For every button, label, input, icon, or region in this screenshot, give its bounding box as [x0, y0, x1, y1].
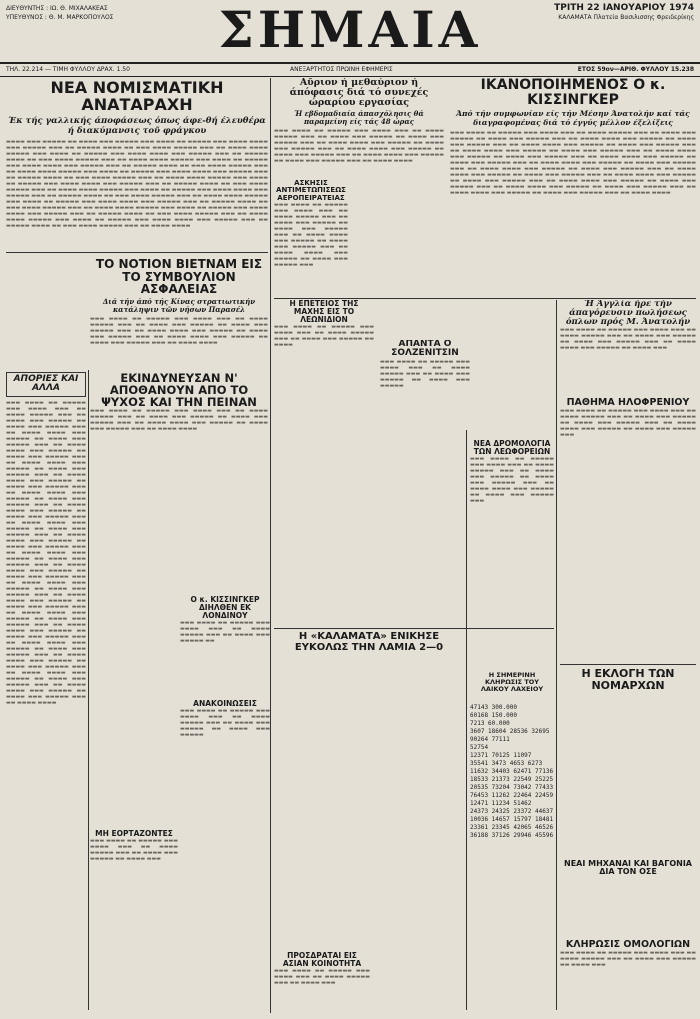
- article-body: ▬▬▬ ▬▬▬▬ ▬▬ ▬▬▬▬▬ ▬▬▬ ▬▬▬▬ ▬▬▬ ▬▬ ▬▬▬▬ ▬▬▬▬▬ ▬▬▬ ▬▬ ▬▬▬▬ ▬▬▬ ▬▬▬▬▬ ▬▬ ▬▬▬▬ ▬▬▬ ▬▬▬▬▬: [380, 358, 470, 389]
- headline: Η «ΚΑΛΑΜΑΤΑ» ΕΝΙΚΗΣΕ ΕΥΚΟΛΩΣ ΤΗΝ ΛΑΜΙΑ 2—0: [294, 632, 444, 653]
- article-laiko-laxeio: [470, 672, 554, 700]
- article-anglia: [560, 300, 696, 390]
- lottery-row: 76453 11262 22464 22459: [470, 792, 554, 799]
- lottery-row: 35541 3473 4653 6273: [470, 760, 543, 767]
- section-rule: [274, 298, 696, 299]
- lottery-row: 10036 14657 15797 18481: [470, 816, 554, 823]
- director-line: ΔΙΕΥΘΥΝΤΗΣ : ΙΩ. Θ. ΜΙΧΑΛΑΚΕΑΣ: [6, 5, 108, 12]
- headline: Αὔριον ή μεθαύριον ή άπόφασις διά τό συνεχές ώραρίου εργασίας: [289, 78, 429, 108]
- headline: ΕΚΙΝΔΥΝΕΥΣΑΝ Ν' ΑΠΟΘΑΝΟΥΝ ΑΠΟ ΤΟ ΨΥΧΟΣ ΚΑΙ ΤΗΝ ΠΕΙΝΑΝ: [101, 372, 257, 410]
- headline: ΑΝΑΚΟΙΝΩΣΕΙΣ: [193, 700, 257, 708]
- lottery-row: 90264 77111: [470, 736, 510, 743]
- issue-location: ΚΑΛΑΜΑΤΑ Πλατεία Βασιλισσης Φρειδερίκης: [558, 14, 694, 21]
- headline: ΠΑΘΗΜΑ ΗΛΟΦΡΕΝΙΟΥ: [566, 398, 690, 408]
- lottery-row: 23361 23345 42065 46526: [470, 824, 554, 831]
- masthead: [0, 0, 700, 62]
- article-body: ▬▬▬ ▬▬▬▬ ▬▬ ▬▬▬▬▬ ▬▬▬ ▬▬▬▬ ▬▬▬ ▬▬ ▬▬▬▬ ▬▬▬▬▬ ▬▬▬ ▬▬ ▬▬▬▬ ▬▬▬ ▬▬▬▬▬ ▬▬ ▬▬▬▬ ▬▬▬ ▬▬▬▬▬ ▬▬▬ ▬▬ ▬▬▬▬ ▬▬▬▬ ▬▬▬ ▬▬▬▬▬ ▬▬ ▬▬▬▬ ▬▬▬ ▬▬▬▬▬ ▬▬▬: [560, 407, 696, 438]
- column-rule: [556, 300, 557, 1010]
- lottery-row: 7213 60.000: [470, 720, 510, 727]
- subheadline: Έκ τής γαλλικής άποφάσεως όπως άφε-θή έλευθέρα ή διακύμανσις τοῦ φράγκου: [8, 115, 266, 136]
- headline: ΑΠΑΝΤΑ Ο ΣΟΛΖΕΝΙΤΣΙΝ: [391, 340, 459, 359]
- article-body: ▬▬▬ ▬▬▬▬ ▬▬ ▬▬▬▬▬ ▬▬▬ ▬▬▬▬ ▬▬▬ ▬▬ ▬▬▬▬ ▬▬▬▬▬ ▬▬▬ ▬▬ ▬▬▬▬ ▬▬▬ ▬▬▬▬▬ ▬▬ ▬▬▬▬ ▬▬▬ ▬▬▬▬▬ ▬▬▬ ▬▬ ▬▬▬▬ ▬▬▬▬ ▬▬▬ ▬▬▬▬▬ ▬▬ ▬▬▬▬ ▬▬▬: [560, 326, 696, 351]
- article-body: ▬▬▬▬ ▬▬▬ ▬▬▬▬▬ ▬▬ ▬▬▬▬ ▬▬▬ ▬▬▬▬▬ ▬▬▬ ▬▬▬▬ ▬▬ ▬▬▬▬▬ ▬▬▬ ▬▬▬▬ ▬▬▬▬ ▬▬▬ ▬▬▬▬▬ ▬▬▬ ▬▬ ▬▬▬▬▬ ▬▬▬▬ ▬▬ ▬▬▬ ▬▬▬▬ ▬▬▬▬▬ ▬▬▬ ▬▬ ▬▬▬▬ ▬▬▬▬ ▬▬▬▬▬ ▬▬▬ ▬▬▬▬ ▬▬ ▬▬▬▬▬ ▬▬▬ ▬▬▬▬ ▬▬▬▬ ▬▬▬ ▬▬▬▬▬ ▬▬▬ ▬▬ ▬▬▬▬▬ ▬▬▬▬ ▬▬ ▬▬▬ ▬▬▬▬ ▬▬▬▬▬ ▬▬▬ ▬▬ ▬▬▬▬ ▬▬▬▬ ▬▬▬▬▬ ▬▬▬ ▬▬▬▬ ▬▬ ▬▬▬▬▬ ▬▬▬ ▬▬▬▬ ▬▬▬▬ ▬▬▬ ▬▬▬▬▬ ▬▬▬ ▬▬ ▬▬▬▬▬ ▬▬▬▬ ▬▬ ▬▬▬ ▬▬▬▬ ▬▬▬▬▬ ▬▬▬ ▬▬ ▬▬▬▬ ▬▬▬▬ ▬▬▬▬▬ ▬▬▬ ▬▬▬▬ ▬▬ ▬▬▬▬▬ ▬▬▬ ▬▬▬▬ ▬▬▬▬ ▬▬▬ ▬▬▬▬▬ ▬▬▬ ▬▬ ▬▬▬▬▬ ▬▬▬▬ ▬▬ ▬▬▬ ▬▬▬▬ ▬▬▬▬▬ ▬▬▬ ▬▬ ▬▬▬▬ ▬▬▬▬ ▬▬▬▬▬ ▬▬▬ ▬▬▬▬ ▬▬ ▬▬▬▬▬ ▬▬▬ ▬▬▬▬ ▬▬▬▬ ▬▬▬ ▬▬▬▬▬ ▬▬▬ ▬▬ ▬▬▬▬▬ ▬▬▬▬ ▬▬ ▬▬▬ ▬▬▬▬ ▬▬▬▬▬ ▬▬▬ ▬▬ ▬▬▬▬ ▬▬▬▬ ▬▬▬▬▬ ▬▬▬ ▬▬▬▬ ▬▬ ▬▬▬▬▬ ▬▬▬ ▬▬▬▬ ▬▬▬▬ ▬▬▬ ▬▬▬▬▬ ▬▬▬ ▬▬ ▬▬▬▬▬ ▬▬▬▬ ▬▬ ▬▬▬ ▬▬▬▬ ▬▬▬▬▬ ▬▬▬ ▬▬ ▬▬▬▬ ▬▬▬▬ ▬▬▬▬▬ ▬▬▬ ▬▬▬▬ ▬▬ ▬▬▬▬▬ ▬▬▬ ▬▬▬▬ ▬▬▬▬ ▬▬▬ ▬▬▬▬▬ ▬▬▬ ▬▬ ▬▬▬▬▬ ▬▬▬▬ ▬▬ ▬▬▬ ▬▬▬▬ ▬▬▬▬▬ ▬▬▬ ▬▬ ▬▬▬▬ ▬▬▬▬ ▬▬▬▬▬ ▬▬▬ ▬▬▬▬ ▬▬ ▬▬▬▬▬ ▬▬▬ ▬▬▬▬ ▬▬▬▬ ▬▬▬ ▬▬▬▬▬ ▬▬▬ ▬▬ ▬▬▬▬▬ ▬▬▬▬ ▬▬ ▬▬▬ ▬▬▬▬ ▬▬▬▬▬ ▬▬▬ ▬▬ ▬▬▬▬ ▬▬▬▬ ▬▬▬▬▬ ▬▬▬ ▬▬▬▬ ▬▬ ▬▬▬▬▬ ▬▬▬ ▬▬▬▬ ▬▬▬▬ ▬▬▬ ▬▬▬▬▬ ▬▬▬ ▬▬ ▬▬▬▬▬ ▬▬▬▬ ▬▬ ▬▬▬ ▬▬▬▬ ▬▬▬▬▬ ▬▬▬ ▬▬ ▬▬▬▬ ▬▬▬▬: [6, 138, 268, 229]
- subheadline: Διά τήν άπό τής Κίνας στρατιωτικήν κατάληψιν τῶν νήσων Παρασέλ: [102, 296, 256, 314]
- article-body: ▬▬▬ ▬▬▬▬ ▬▬ ▬▬▬▬▬ ▬▬▬ ▬▬▬▬ ▬▬▬ ▬▬ ▬▬▬▬ ▬▬▬▬▬ ▬▬▬ ▬▬ ▬▬▬▬ ▬▬▬ ▬▬▬▬▬ ▬▬ ▬▬▬▬ ▬▬▬ ▬▬▬▬▬ ▬▬▬ ▬▬ ▬▬▬▬ ▬▬▬▬ ▬▬▬ ▬▬▬▬▬ ▬▬ ▬▬▬▬ ▬▬▬ ▬▬▬▬▬ ▬▬▬ ▬▬ ▬▬▬▬ ▬▬▬▬ ▬▬▬ ▬▬▬▬▬ ▬▬ ▬▬▬▬ ▬▬▬ ▬▬▬▬▬ ▬▬▬ ▬▬ ▬▬▬▬ ▬▬▬▬ ▬▬▬ ▬▬▬▬▬ ▬▬ ▬▬▬▬ ▬▬▬ ▬▬▬▬▬ ▬▬▬ ▬▬ ▬▬▬▬ ▬▬▬▬ ▬▬▬ ▬▬▬▬▬ ▬▬ ▬▬▬▬ ▬▬▬ ▬▬▬▬▬ ▬▬▬ ▬▬ ▬▬▬▬ ▬▬▬▬ ▬▬▬ ▬▬▬▬▬ ▬▬ ▬▬▬▬ ▬▬▬ ▬▬▬▬▬ ▬▬▬ ▬▬ ▬▬▬▬ ▬▬▬▬ ▬▬▬ ▬▬▬▬▬ ▬▬ ▬▬▬▬ ▬▬▬ ▬▬▬▬▬ ▬▬▬ ▬▬ ▬▬▬▬ ▬▬▬▬ ▬▬▬ ▬▬▬▬▬ ▬▬ ▬▬▬▬ ▬▬▬ ▬▬▬▬▬ ▬▬▬ ▬▬ ▬▬▬▬ ▬▬▬▬ ▬▬▬ ▬▬▬▬▬ ▬▬ ▬▬▬▬ ▬▬▬ ▬▬▬▬▬ ▬▬▬ ▬▬ ▬▬▬▬ ▬▬▬▬ ▬▬▬ ▬▬▬▬▬ ▬▬ ▬▬▬▬ ▬▬▬ ▬▬▬▬▬ ▬▬▬ ▬▬ ▬▬▬▬ ▬▬▬▬ ▬▬▬ ▬▬▬▬▬ ▬▬ ▬▬▬▬ ▬▬▬ ▬▬▬▬▬ ▬▬▬ ▬▬ ▬▬▬▬ ▬▬▬▬ ▬▬▬ ▬▬▬▬▬ ▬▬ ▬▬▬▬ ▬▬▬ ▬▬▬▬▬ ▬▬▬ ▬▬ ▬▬▬▬ ▬▬▬▬ ▬▬▬ ▬▬▬▬▬ ▬▬ ▬▬▬▬ ▬▬▬ ▬▬▬▬▬ ▬▬▬ ▬▬ ▬▬▬▬ ▬▬▬▬: [450, 130, 696, 197]
- headline: ΑΠΟΡΙΕΣ ΚΑΙ ΑΛΛΑ: [13, 374, 79, 394]
- article-askisis: [274, 180, 348, 290]
- article-body: ▬▬▬ ▬▬▬▬ ▬▬ ▬▬▬▬▬ ▬▬▬ ▬▬▬▬ ▬▬▬ ▬▬ ▬▬▬▬ ▬▬▬▬▬ ▬▬▬ ▬▬ ▬▬▬▬ ▬▬▬ ▬▬▬▬▬ ▬▬ ▬▬▬▬ ▬▬▬ ▬▬▬▬▬ ▬▬▬ ▬▬ ▬▬▬▬ ▬▬▬▬ ▬▬▬ ▬▬▬▬▬ ▬▬ ▬▬▬▬ ▬▬▬ ▬▬▬▬▬ ▬▬▬: [470, 455, 554, 504]
- article-ekindyneysan: [90, 372, 268, 462]
- apories-box: [6, 372, 86, 397]
- masthead-editors: [6, 4, 113, 22]
- article-body: ▬▬▬ ▬▬▬▬ ▬▬ ▬▬▬▬▬ ▬▬▬ ▬▬▬▬ ▬▬▬ ▬▬ ▬▬▬▬ ▬▬▬▬▬ ▬▬▬ ▬▬ ▬▬▬▬ ▬▬▬ ▬▬▬▬▬ ▬▬ ▬▬▬▬ ▬▬▬ ▬▬▬▬▬: [180, 707, 270, 738]
- lottery-row: 24373 24325 23372 44637: [470, 808, 554, 815]
- headline: ΙΚΑΝΟΠΟΙΗΜΕΝΟΣ Ο κ. ΚΙΣΣΙΝΓΚΕΡ: [480, 78, 666, 108]
- headline: Η ΕΚΛΟΓΗ ΤΩΝ ΝΟΜΑΡΧΩΝ: [581, 668, 675, 692]
- lottery-row: 12471 11234 51462: [470, 800, 532, 807]
- lottery-row: 47143 300.000: [470, 704, 517, 711]
- masthead-date-block: [554, 4, 694, 22]
- article-kissinger-london: [180, 596, 270, 651]
- newspaper-title: ΣΗΜΑΙΑ: [218, 0, 482, 59]
- article-prosdratai: [274, 952, 370, 1007]
- lottery-row: 3607 18604 28536 32695: [470, 728, 550, 735]
- paper-type: ΑΝΕΞΑΡΤΗΤΟΣ ΠΡΩΙΝΗ ΕΦΗΜΕΡΙΣ: [290, 66, 393, 73]
- article-body: ▬▬▬ ▬▬▬▬ ▬▬ ▬▬▬▬▬ ▬▬▬ ▬▬▬▬ ▬▬▬ ▬▬ ▬▬▬▬ ▬▬▬▬▬ ▬▬▬ ▬▬ ▬▬▬▬ ▬▬▬ ▬▬▬▬▬ ▬▬ ▬▬▬▬ ▬▬▬ ▬▬▬▬▬ ▬▬▬ ▬▬ ▬▬▬▬ ▬▬▬▬ ▬▬▬ ▬▬▬▬▬ ▬▬ ▬▬▬▬ ▬▬▬ ▬▬▬▬▬ ▬▬▬ ▬▬ ▬▬▬▬ ▬▬▬▬ ▬▬▬ ▬▬▬▬▬ ▬▬ ▬▬▬▬ ▬▬▬ ▬▬▬▬▬ ▬▬▬ ▬▬ ▬▬▬▬ ▬▬▬▬ ▬▬▬ ▬▬▬▬▬ ▬▬ ▬▬▬▬ ▬▬▬ ▬▬▬▬▬ ▬▬▬ ▬▬ ▬▬▬▬ ▬▬▬▬: [274, 127, 444, 164]
- headline: ΤΟ NOTION ΒΙΕΤΝΑΜ ΕΙΣ ΤΟ ΣΥΜΒΟΥΛΙΟΝ ΑΣΦΑΛΕΙΑΣ: [95, 258, 263, 297]
- article-pathima: [560, 398, 696, 478]
- article-body: ▬▬▬ ▬▬▬▬ ▬▬ ▬▬▬▬▬ ▬▬▬ ▬▬▬▬ ▬▬▬ ▬▬ ▬▬▬▬ ▬▬▬▬▬ ▬▬▬ ▬▬ ▬▬▬▬ ▬▬▬ ▬▬▬▬▬ ▬▬ ▬▬▬▬ ▬▬▬ ▬▬▬▬▬ ▬▬▬ ▬▬ ▬▬▬▬ ▬▬▬▬ ▬▬▬ ▬▬▬▬▬ ▬▬ ▬▬▬▬ ▬▬▬ ▬▬▬▬▬ ▬▬▬ ▬▬ ▬▬▬▬ ▬▬▬▬ ▬▬▬ ▬▬▬▬▬ ▬▬ ▬▬▬▬ ▬▬▬ ▬▬▬▬▬ ▬▬▬ ▬▬ ▬▬▬▬ ▬▬▬▬ ▬▬▬ ▬▬▬▬▬ ▬▬ ▬▬▬▬ ▬▬▬ ▬▬▬▬▬ ▬▬▬ ▬▬ ▬▬▬▬ ▬▬▬▬ ▬▬▬ ▬▬▬▬▬ ▬▬ ▬▬▬▬ ▬▬▬ ▬▬▬▬▬ ▬▬▬ ▬▬ ▬▬▬▬ ▬▬▬▬ ▬▬▬ ▬▬▬▬▬ ▬▬ ▬▬▬▬ ▬▬▬ ▬▬▬▬▬ ▬▬▬ ▬▬ ▬▬▬▬ ▬▬▬▬ ▬▬▬ ▬▬▬▬▬ ▬▬ ▬▬▬▬ ▬▬▬ ▬▬▬▬▬ ▬▬▬ ▬▬ ▬▬▬▬ ▬▬▬▬ ▬▬▬ ▬▬▬▬▬ ▬▬ ▬▬▬▬ ▬▬▬ ▬▬▬▬▬ ▬▬▬ ▬▬ ▬▬▬▬ ▬▬▬▬ ▬▬▬ ▬▬▬▬▬ ▬▬ ▬▬▬▬ ▬▬▬ ▬▬▬▬▬ ▬▬▬ ▬▬ ▬▬▬▬ ▬▬▬▬ ▬▬▬ ▬▬▬▬▬ ▬▬ ▬▬▬▬ ▬▬▬ ▬▬▬▬▬ ▬▬▬ ▬▬ ▬▬▬▬ ▬▬▬▬ ▬▬▬ ▬▬▬▬▬ ▬▬ ▬▬▬▬ ▬▬▬ ▬▬▬▬▬ ▬▬▬ ▬▬ ▬▬▬▬ ▬▬▬▬ ▬▬▬ ▬▬▬▬▬ ▬▬ ▬▬▬▬ ▬▬▬ ▬▬▬▬▬ ▬▬▬ ▬▬ ▬▬▬▬ ▬▬▬▬ ▬▬▬ ▬▬▬▬▬ ▬▬ ▬▬▬▬ ▬▬▬ ▬▬▬▬▬ ▬▬▬ ▬▬ ▬▬▬▬ ▬▬▬▬ ▬▬▬ ▬▬▬▬▬ ▬▬ ▬▬▬▬ ▬▬▬ ▬▬▬▬▬ ▬▬▬ ▬▬ ▬▬▬▬ ▬▬▬▬ ▬▬▬ ▬▬▬▬▬ ▬▬ ▬▬▬▬ ▬▬▬ ▬▬▬▬▬ ▬▬▬ ▬▬ ▬▬▬▬ ▬▬▬▬ ▬▬▬ ▬▬▬▬▬ ▬▬ ▬▬▬▬ ▬▬▬ ▬▬▬▬▬ ▬▬▬ ▬▬ ▬▬▬▬ ▬▬▬▬ ▬▬▬ ▬▬▬▬▬ ▬▬ ▬▬▬▬ ▬▬▬ ▬▬▬▬▬ ▬▬▬ ▬▬ ▬▬▬▬ ▬▬▬▬ ▬▬▬ ▬▬▬▬▬ ▬▬ ▬▬▬▬ ▬▬▬ ▬▬▬▬▬ ▬▬▬ ▬▬ ▬▬▬▬ ▬▬▬▬ ▬▬▬ ▬▬▬▬▬ ▬▬ ▬▬▬▬ ▬▬▬ ▬▬▬▬▬ ▬▬▬ ▬▬ ▬▬▬▬ ▬▬▬▬: [6, 399, 86, 706]
- section-rule: [6, 252, 268, 253]
- price-line: ΤΗΛ. 22.214 — ΤΙΜΗ ΦΥΛΛΟΥ ΔΡΑΧ. 1.50: [6, 66, 130, 73]
- article-apories: [6, 372, 86, 802]
- headline: ΠΡΟΣΔΡΑΤΑΙ ΕΙΣ ΑΣΙΑΝ ΚΟΙΝΟΤΗΤΑ: [282, 952, 362, 968]
- article-anakoinoseis: [180, 700, 270, 760]
- article-body: ▬▬▬ ▬▬▬▬ ▬▬ ▬▬▬▬▬ ▬▬▬ ▬▬▬▬ ▬▬▬ ▬▬ ▬▬▬▬ ▬▬▬▬▬ ▬▬▬ ▬▬ ▬▬▬▬ ▬▬▬ ▬▬▬▬▬ ▬▬ ▬▬▬▬ ▬▬▬ ▬▬▬▬▬ ▬▬▬ ▬▬ ▬▬▬▬ ▬▬▬▬ ▬▬▬ ▬▬▬▬▬ ▬▬ ▬▬▬▬ ▬▬▬ ▬▬▬▬▬ ▬▬▬ ▬▬ ▬▬▬▬ ▬▬▬▬ ▬▬▬ ▬▬▬▬▬ ▬▬ ▬▬▬▬ ▬▬▬ ▬▬▬▬▬ ▬▬▬ ▬▬ ▬▬▬▬ ▬▬▬▬: [90, 315, 268, 346]
- article-solzenitsin: [380, 340, 470, 400]
- responsible-line: ΥΠΕΥΘΥΝΟΣ : Θ. Μ. ΜΑΡΚΟΠΟΥΛΟΣ: [6, 14, 114, 21]
- headline: ΑΣΚΗΣΙΣ ΑΝΤΙΜΕΤΩΠΙΣΕΩΣ ΑΕΡΟΠΕΙΡΑΤΕΙΑΣ: [276, 180, 346, 202]
- lottery-row: 11632 34403 62471 77136: [470, 768, 554, 775]
- headline: Η ΕΠΕΤΕΙΟΣ ΤΗΣ ΜΑΧΗΣ ΕΙΣ ΤΟ ΛΕΩΝΙΔΙΟΝ: [289, 300, 359, 324]
- headline: ΜΗ ΕΟΡΤΑΖΟΝΤΕΣ: [95, 830, 173, 838]
- lottery-row: 18533 21373 22549 25225: [470, 776, 554, 783]
- article-neai-mixanai: [560, 860, 696, 900]
- issue-number: ΕΤΟΣ 59ον—ΑΡΙΘ. ΦΥΛΛΟΥ 15.238: [577, 66, 694, 73]
- article-body: ▬▬▬ ▬▬▬▬ ▬▬ ▬▬▬▬▬ ▬▬▬ ▬▬▬▬ ▬▬▬ ▬▬ ▬▬▬▬ ▬▬▬▬▬ ▬▬▬ ▬▬ ▬▬▬▬ ▬▬▬ ▬▬▬▬▬ ▬▬ ▬▬▬▬ ▬▬▬ ▬▬▬▬▬ ▬▬▬ ▬▬ ▬▬▬▬ ▬▬▬▬ ▬▬▬ ▬▬▬▬▬ ▬▬ ▬▬▬▬ ▬▬▬ ▬▬▬▬▬ ▬▬▬ ▬▬ ▬▬▬▬ ▬▬▬▬ ▬▬▬ ▬▬▬▬▬ ▬▬ ▬▬▬▬ ▬▬▬ ▬▬▬▬▬ ▬▬▬: [274, 202, 348, 269]
- article-kissinger-main: [450, 78, 696, 298]
- headline: Η ΣΗΜΕΡΙΝΗ ΚΛΗΡΩΣΙΣ ΤΟΥ ΛΑΙΚΟΥ ΛΑΧΕΙΟΥ: [480, 672, 544, 693]
- subheadline: Ή εβδομαδιαία άπασχόλησις θά παραμείνη είς τάς 48 ώρας: [294, 108, 424, 126]
- lottery-row: 36188 37126 29946 45596: [470, 832, 554, 839]
- headline: ΚΛΗΡΩΣΙΣ ΟΜΟΛΟΓΙΩΝ: [565, 940, 691, 950]
- lottery-row: 52754: [470, 744, 489, 751]
- article-body: ▬▬▬ ▬▬▬▬ ▬▬ ▬▬▬▬▬ ▬▬▬ ▬▬▬▬ ▬▬▬ ▬▬ ▬▬▬▬ ▬▬▬▬▬ ▬▬▬ ▬▬ ▬▬▬▬ ▬▬▬ ▬▬▬▬▬ ▬▬ ▬▬▬▬ ▬▬▬ ▬▬▬▬▬ ▬▬▬ ▬▬ ▬▬▬▬ ▬▬▬▬ ▬▬▬ ▬▬▬▬▬ ▬▬ ▬▬▬▬ ▬▬▬ ▬▬▬▬▬ ▬▬▬ ▬▬ ▬▬▬▬ ▬▬▬▬: [90, 408, 268, 433]
- headline: ΝΕΑ ΝΟΜΙΣΜΑΤΙΚΗ ΑΝΑΤΑΡΑΧΗ: [50, 78, 224, 114]
- headline: ΝΕΑ ΔΡΟΜΟΛΟΓΙΑ ΤΩΝ ΛΕΩΦΟΡΕΙΩΝ: [473, 440, 551, 456]
- article-body: ▬▬▬ ▬▬▬▬ ▬▬ ▬▬▬▬▬ ▬▬▬ ▬▬▬▬ ▬▬▬ ▬▬ ▬▬▬▬ ▬▬▬▬▬ ▬▬▬ ▬▬ ▬▬▬▬ ▬▬▬ ▬▬▬▬▬ ▬▬: [180, 619, 270, 644]
- section-rule: [560, 664, 696, 665]
- article-klirosis-omologion: [560, 940, 696, 1010]
- lottery-row: 12371 70125 11097: [470, 752, 532, 759]
- column-rule: [88, 370, 89, 1010]
- article-eklogi: [560, 668, 696, 708]
- article-notion-vietnam: [90, 258, 268, 368]
- issue-date: ΤΡΙΤΗ 22 ΙΑΝΟΥΑΡΙΟΥ 1974: [554, 3, 694, 13]
- lottery-row: 20535 73204 73042 77433: [470, 784, 554, 791]
- article-dromologia: [470, 440, 554, 530]
- article-epeteios: [274, 300, 374, 350]
- lottery-table: [470, 704, 554, 844]
- article-body: ▬▬▬ ▬▬▬▬ ▬▬ ▬▬▬▬▬ ▬▬▬ ▬▬▬▬ ▬▬▬ ▬▬ ▬▬▬▬ ▬▬▬▬▬ ▬▬▬ ▬▬ ▬▬▬▬ ▬▬▬ ▬▬▬▬▬ ▬▬ ▬▬▬▬ ▬▬▬: [90, 837, 178, 862]
- article-body: ▬▬▬ ▬▬▬▬ ▬▬ ▬▬▬▬▬ ▬▬▬ ▬▬▬▬ ▬▬▬ ▬▬ ▬▬▬▬ ▬▬▬▬▬ ▬▬▬ ▬▬ ▬▬▬▬ ▬▬▬: [274, 967, 370, 986]
- column-rule: [270, 78, 271, 1013]
- column-rule: [466, 430, 467, 1010]
- article-body: ▬▬▬ ▬▬▬▬ ▬▬ ▬▬▬▬▬ ▬▬▬ ▬▬▬▬ ▬▬▬ ▬▬ ▬▬▬▬ ▬▬▬▬▬ ▬▬▬ ▬▬ ▬▬▬▬ ▬▬▬ ▬▬▬▬▬ ▬▬ ▬▬▬▬ ▬▬▬: [560, 949, 696, 968]
- headline: Ή Άγγλία ήρε τήν άπαγόρευσιν πωλήσεως όπλων πρός Μ. Άνατολήν: [565, 300, 691, 327]
- article-orario: [274, 78, 444, 174]
- article-kalamata-lamia: [274, 632, 464, 672]
- article-mi-eortazontes: [90, 830, 178, 890]
- section-rule: [274, 628, 554, 629]
- subheadline: Άπό τήν συμφωνίαν είς τήν Μέσην Άνατολήν καί τάς διαγραφομένας διά τό έγγύς μέλλον έξελίξεις: [456, 109, 690, 128]
- headline: Ο κ. ΚΙΣΣΙΝΓΚΕΡ ΔΙΗΛΘΕΝ ΕΚ ΛΟΝΔΙΝΟΥ: [190, 596, 260, 620]
- info-bar: [0, 62, 700, 77]
- article-body: ▬▬▬ ▬▬▬▬ ▬▬ ▬▬▬▬▬ ▬▬▬ ▬▬▬▬ ▬▬▬ ▬▬ ▬▬▬▬ ▬▬▬▬▬ ▬▬▬ ▬▬ ▬▬▬▬ ▬▬▬ ▬▬▬▬▬ ▬▬ ▬▬▬▬: [274, 323, 374, 348]
- lottery-row: 60168 150.000: [470, 712, 517, 719]
- headline: ΝΕΑΙ ΜΗΧΑΝΑΙ ΚΑΙ ΒΑΓΟΝΙΑ ΔΙΑ ΤΟΝ ΟΣΕ: [564, 860, 692, 877]
